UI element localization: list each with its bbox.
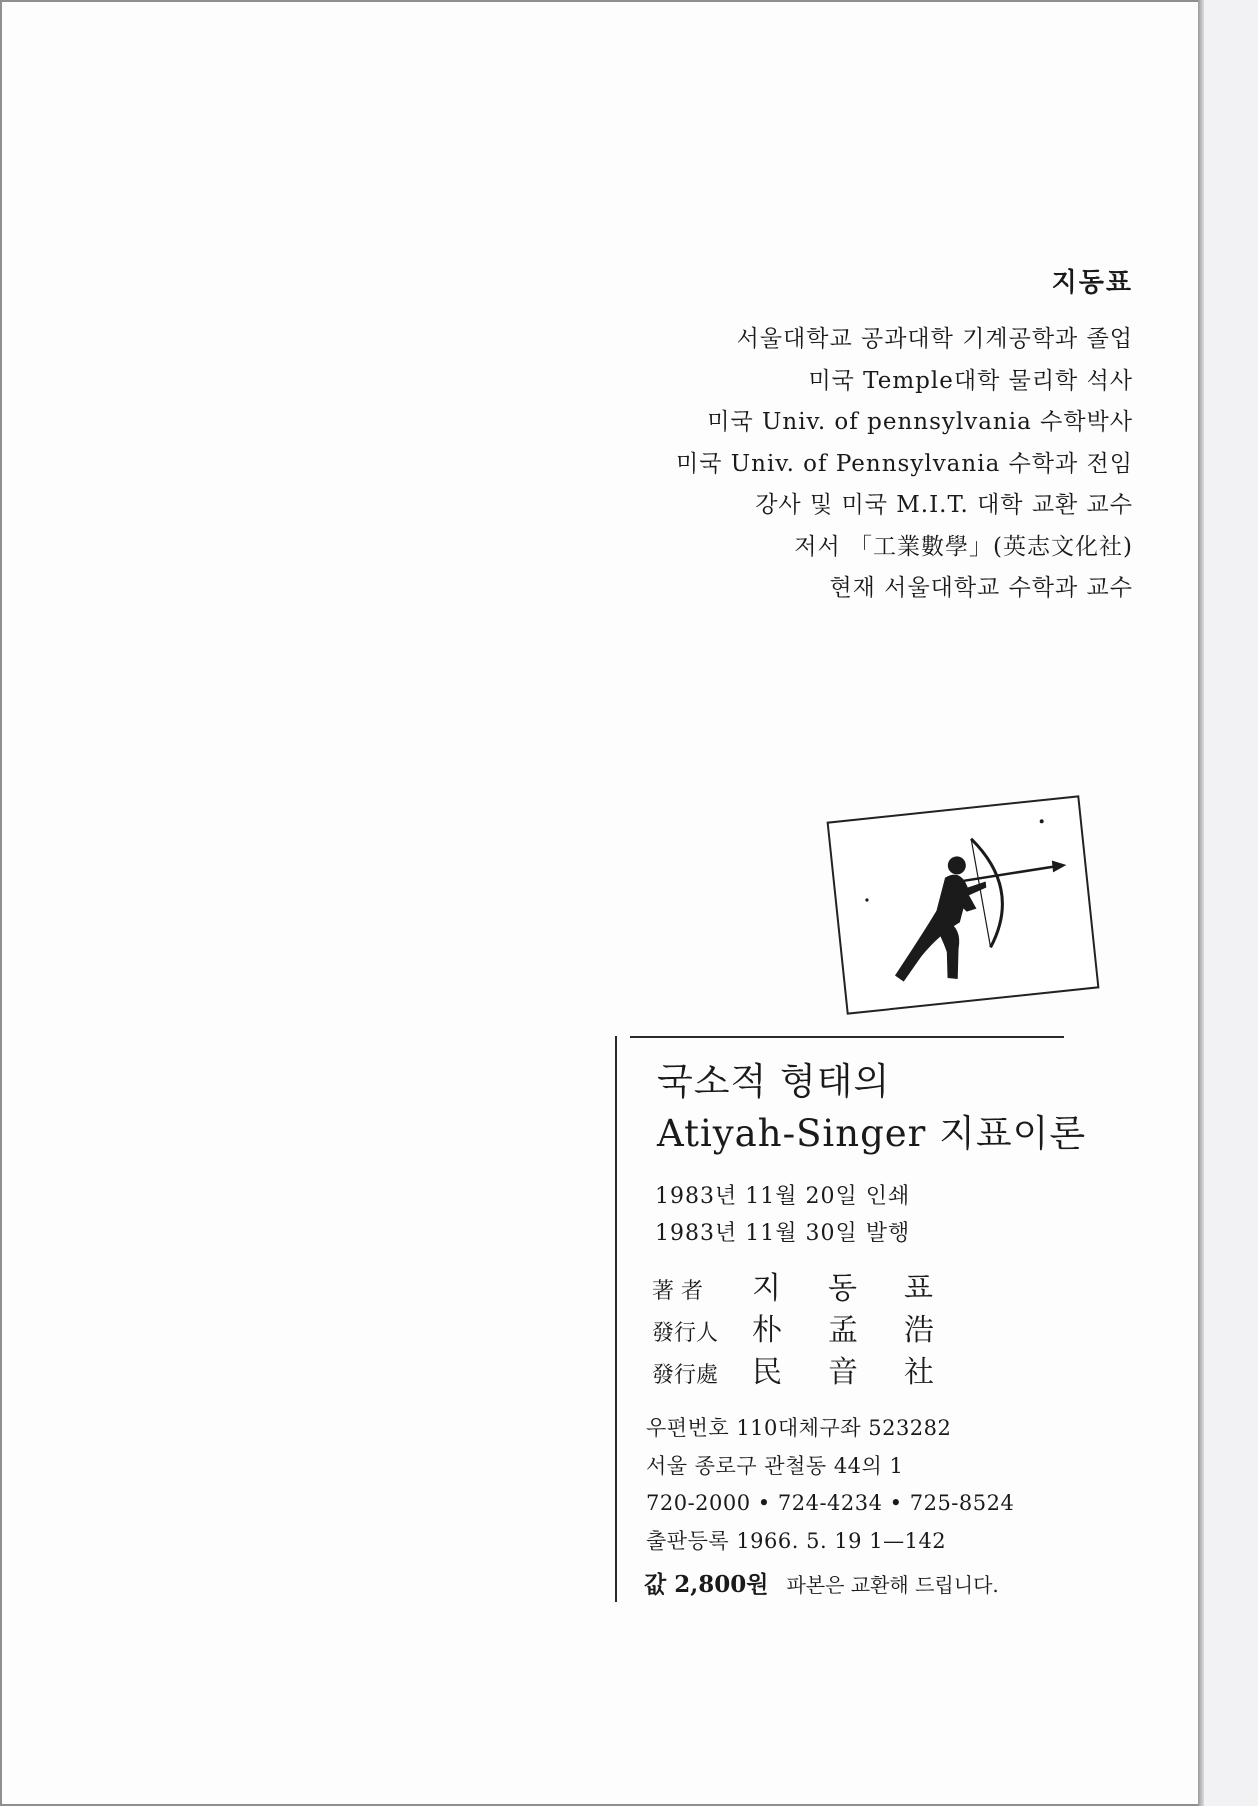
credit-row-publisher xyxy=(652,1310,980,1352)
bio-line: 저서 「工業數學」(英志文化社) xyxy=(794,533,1133,560)
bio-line: 미국 Univ. of Pennsylvania 수학과 전임 xyxy=(676,450,1133,477)
bio-line: 강사 및 미국 M.I.T. 대학 교환 교수 xyxy=(755,492,1133,518)
archer-emblem-icon xyxy=(827,795,1100,1014)
publish-date: 1983년 11월 30일 발행 xyxy=(655,1221,911,1246)
price: 값 2,800원 xyxy=(644,1571,769,1598)
postal-code: 우편번호 110대체구좌 523282 xyxy=(646,1416,952,1440)
colophon-left-rule xyxy=(615,1036,617,1602)
colophon-top-rule xyxy=(630,1036,1064,1038)
credit-name-char: 동 xyxy=(828,1271,857,1306)
viewer-right-margin xyxy=(1201,0,1258,1806)
credit-row-author xyxy=(652,1268,980,1310)
credit-name-char: 표 xyxy=(904,1271,933,1306)
bio-line: 서울대학교 공과대학 기계공학과 졸업 xyxy=(736,326,1133,352)
page-edge-shadow xyxy=(1198,0,1204,1806)
street-address: 서울 종로구 관철동 44의 1 xyxy=(646,1453,904,1478)
book-title-line1: 국소적 형태의 xyxy=(657,1060,891,1103)
publisher-address-block xyxy=(646,1410,1014,1560)
bio-line: 현재 서울대학교 수학과 교수 xyxy=(829,575,1133,601)
credits xyxy=(652,1268,980,1394)
credit-name-char: 社 xyxy=(904,1355,934,1390)
credit-label: 發行處 xyxy=(652,1363,719,1388)
credit-name-char: 朴 xyxy=(752,1313,782,1348)
author-block xyxy=(676,262,1133,610)
book-title-line2: Atiyah-Singer 지표이론 xyxy=(657,1112,1087,1155)
credit-name-char: 孟 xyxy=(828,1313,858,1348)
phone-numbers: 720-2000 • 724-4234 • 725-8524 xyxy=(646,1491,1015,1515)
defect-note: 파본은 교환해 드립니다. xyxy=(786,1573,999,1597)
credit-name-char: 民 xyxy=(752,1355,782,1390)
price-line xyxy=(644,1566,999,1599)
credit-row-publishing-house xyxy=(652,1352,980,1394)
bio-line: 미국 Univ. of pennsylvania 수학박사 xyxy=(707,409,1133,435)
credit-name-char: 音 xyxy=(828,1355,858,1390)
credit-label: 發行人 xyxy=(652,1321,719,1346)
print-date: 1983년 11월 20일 인쇄 xyxy=(655,1184,911,1209)
dates xyxy=(655,1178,910,1252)
registration: 출판등록 1966. 5. 19 1—142 xyxy=(646,1528,947,1553)
credit-name-char: 浩 xyxy=(904,1313,934,1348)
bio-line: 미국 Temple대학 물리학 석사 xyxy=(808,367,1133,394)
credit-label: 著 者 xyxy=(652,1279,703,1304)
credit-name-char: 지 xyxy=(752,1271,781,1306)
author-name: 지동표 xyxy=(1051,268,1133,298)
book-title xyxy=(657,1056,1086,1160)
archer-silhouette xyxy=(829,798,1093,1009)
